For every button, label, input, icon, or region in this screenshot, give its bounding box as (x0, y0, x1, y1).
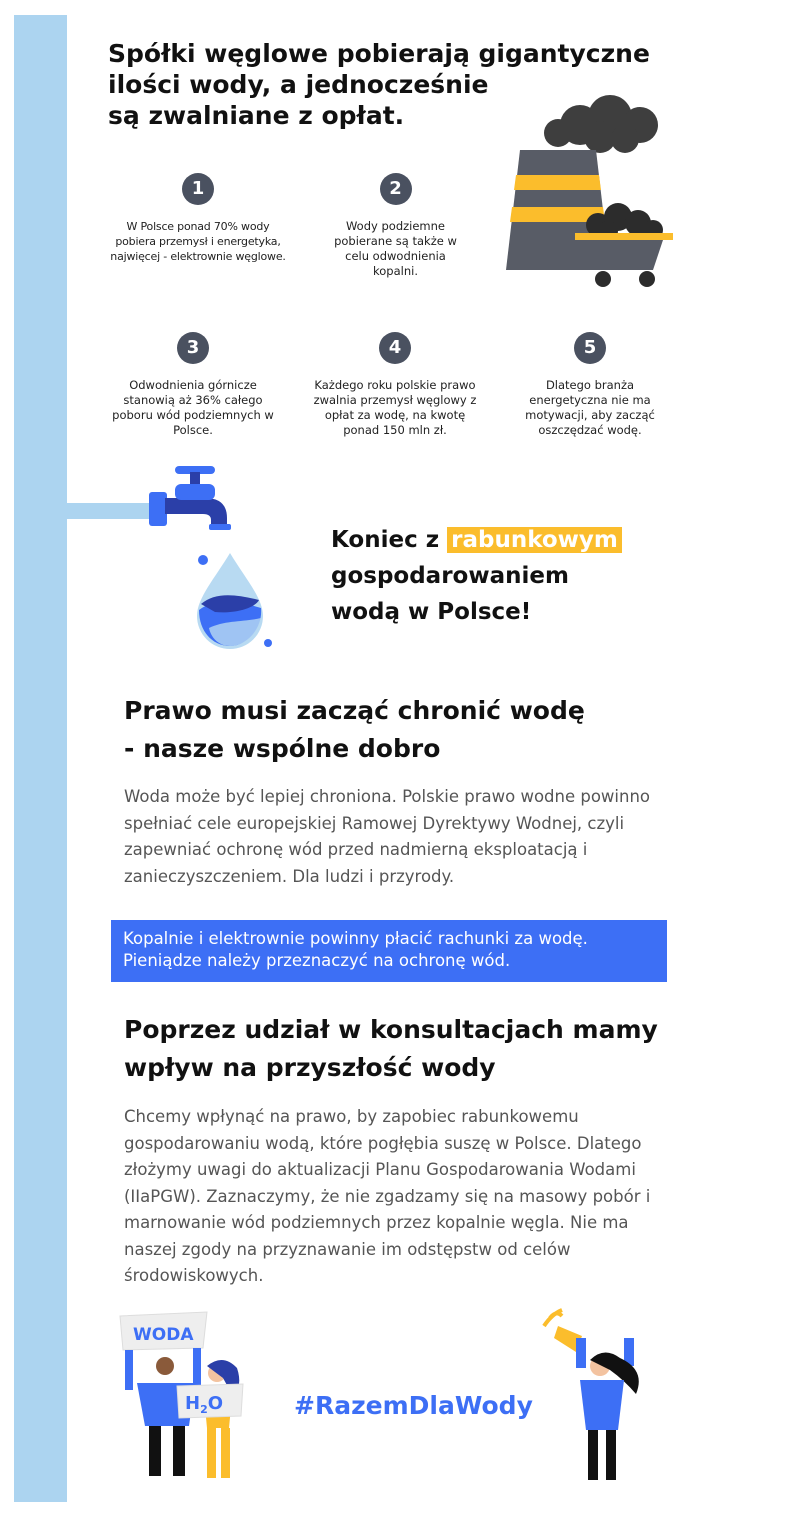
step-1-text: W Polsce ponad 70% wody pobiera przemysł i energetyka, najwięcej - elektrownie węglowe. (110, 220, 286, 263)
step-3-text: Odwodnienia górnicze stanowią aż 36% całego poboru wód podziemnych w Polsce. (112, 378, 274, 437)
step-2 (323, 173, 468, 279)
slogan-line-2: gospodarowaniem (331, 563, 569, 589)
call-to-action-banner (111, 920, 667, 982)
title-line-1: Spółki węglowe pobierają gigantyczne (108, 39, 650, 68)
water-pipe-vertical (14, 15, 67, 1502)
step-5 (510, 332, 670, 438)
step-4 (310, 332, 480, 438)
slogan-prefix: Koniec z (331, 527, 448, 553)
section-1-heading (124, 692, 585, 768)
step-1 (103, 173, 293, 264)
step-3 (108, 332, 278, 438)
water-pipe-horizontal (66, 503, 156, 519)
water-drop-icon (185, 548, 280, 653)
slogan-line-3: wodą w Polsce! (331, 599, 532, 625)
banner-line-2: Pieniądze należy przeznaczyć na ochronę wód. (123, 951, 511, 970)
step-2-text: Wody podziemne pobierane są także w celu odwodnienia kopalni. (334, 219, 457, 278)
section-1-body: Woda może być lepiej chroniona. Polskie prawo wodne powinno spełniać cele europejskiej Ramowej Dyrektywy Wodnej, czyli zapewniać ochronę wód przed nadmierną eksploatacją i zanieczyszczeniem. Dla ludzi i przyrody. (124, 787, 651, 886)
title-line-3: są zwalniane z opłat. (108, 101, 405, 130)
section-2-heading-line-2: wpływ na przyszłość wody (124, 1053, 496, 1082)
protester-with-signs-icon (115, 1308, 265, 1488)
step-4-number-badge: 4 (379, 332, 411, 364)
campaign-hashtag: #RazemDlaWody (294, 1391, 533, 1420)
slogan (331, 522, 622, 630)
faucet-icon (145, 462, 245, 537)
step-3-number-badge: 3 (177, 332, 209, 364)
section-2-heading (124, 1011, 658, 1087)
h2o-sign-o: O (207, 1393, 224, 1414)
coal-cart-icon (573, 195, 678, 290)
h2o-sign-h: H (185, 1393, 201, 1414)
megaphone-person-icon (540, 1308, 660, 1488)
h2o-sign-subscript: 2 (200, 1403, 208, 1416)
banner-line-1: Kopalnie i elektrownie powinny płacić rachunki za wodę. (123, 929, 588, 948)
step-1-number-badge: 1 (182, 173, 214, 205)
section-2-heading-line-1: Poprzez udział w konsultacjach mamy (124, 1015, 658, 1044)
section-2-body: Chcemy wpłynąć na prawo, by zapobiec rabunkowemu gospodarowaniu wodą, które pogłębia suszę w Polsce. Dlatego złożymy uwagi do aktualizacji Planu Gospodarowania Wodami (IIaPGW). Zaznaczymy, że nie zgadzamy się na masowy pobór i marnowanie wód podziemnych przez kopalnie węgla. Nie ma naszej zgody na przyznawanie im odstępstw od celów środowiskowych. (124, 1107, 651, 1285)
slogan-highlight: rabunkowym (447, 527, 622, 553)
title-line-2: ilości wody, a jednocześnie (108, 70, 489, 99)
step-4-text: Każdego roku polskie prawo zwalnia przemysł węglowy z opłat za wodę, na kwotę ponad 150 mln zł. (313, 378, 477, 437)
step-5-text: Dlatego branża energetyczna nie ma motywacji, aby zacząć oszczędzać wodę. (525, 378, 655, 437)
section-1-heading-line-1: Prawo musi zacząć chronić wodę (124, 696, 585, 725)
woda-sign-text: WODA (133, 1325, 194, 1345)
step-2-number-badge: 2 (380, 173, 412, 205)
section-1-heading-line-2: - nasze wspólne dobro (124, 734, 441, 763)
step-5-number-badge: 5 (574, 332, 606, 364)
